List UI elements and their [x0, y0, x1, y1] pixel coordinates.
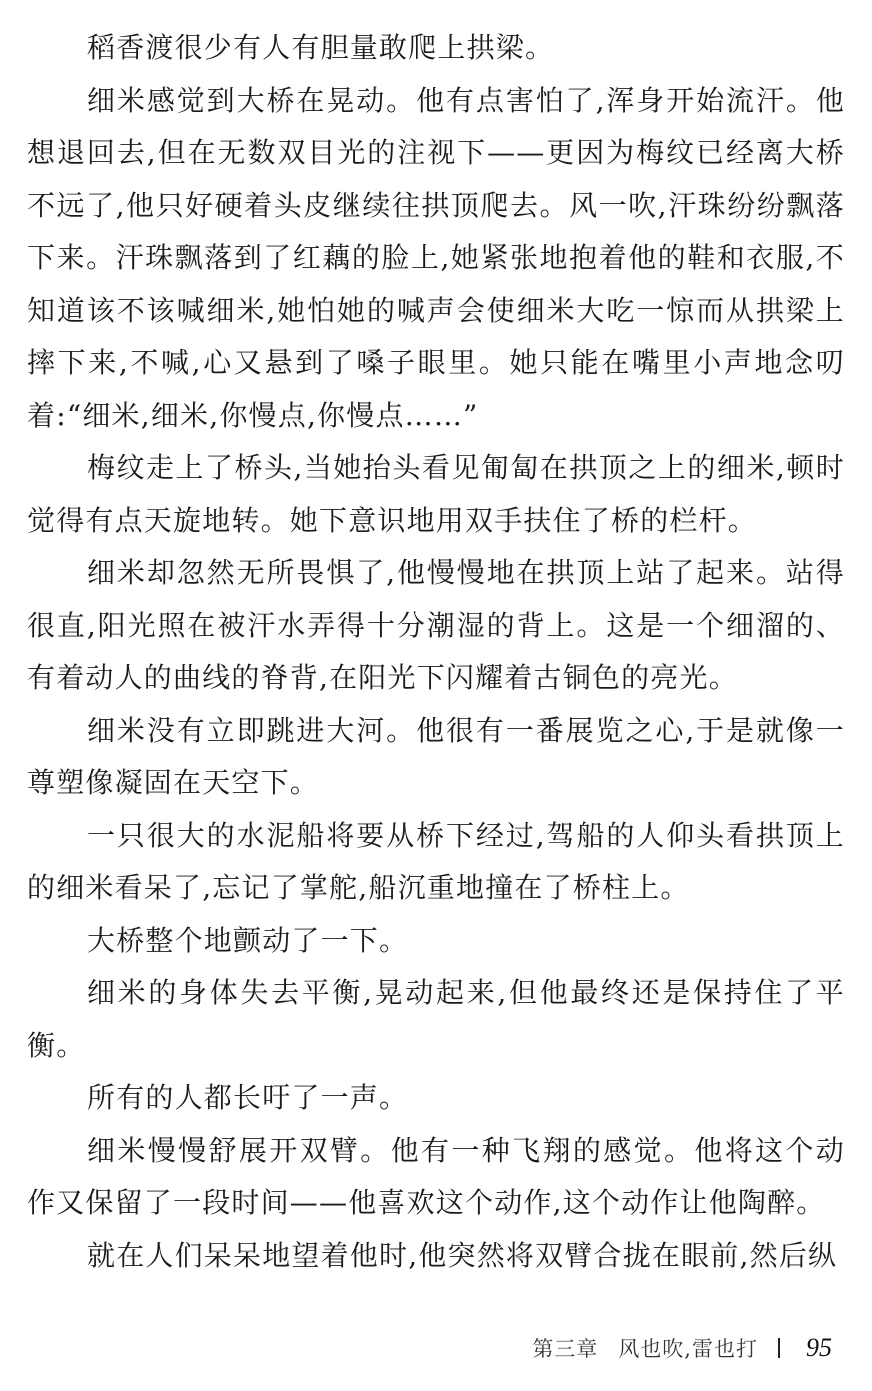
chapter-label: 第三章 — [532, 1337, 599, 1361]
paragraph: 一只很大的水泥船将要从桥下经过,驾船的人仰头看拱顶上的细米看呆了,忘记了掌舵,船沉重地撞在了桥柱上。 — [27, 818, 845, 904]
paragraph: 梅纹走上了桥头,当她抬头看见匍匐在拱顶之上的细米,顿时觉得有点天旋地转。她下意识地用双手扶住了桥的栏杆。 — [27, 451, 845, 537]
paragraph: 细米感觉到大桥在晃动。他有点害怕了,浑身开始流汗。他想退回去,但在无数双目光的注视下——更因为梅纹已经离大桥不远了,他只好硬着头皮继续往拱顶爬去。风一吹,汗珠纷纷飘落下来。汗珠飘落到了红藕的脸上,她紧张地抱着他的鞋和衣服,不知道该不该喊细米,她怕她的喊声会使细米大吃一惊而从拱梁上摔下来,不喊,心又悬到了嗓子眼里。她只能在嘴里小声地念叨着:“细米,细米,你慢点,你慢点……” — [27, 83, 845, 432]
paragraph: 细米慢慢舒展开双臂。他有一种飞翔的感觉。他将这个动作又保留了一段时间——他喜欢这个动作,这个动作让他陶醉。 — [27, 1133, 845, 1219]
page-number: 95 — [806, 1333, 832, 1362]
paragraph: 大桥整个地颤动了一下。 — [87, 923, 409, 957]
paragraph: 所有的人都长吁了一声。 — [87, 1081, 409, 1114]
paragraph: 细米却忽然无所畏惧了,他慢慢地在拱顶上站了起来。站得很直,阳光照在被汗水弄得十分潮湿的背上。这是一个细溜的、有着动人的曲线的脊背,在阳光下闪耀着古铜色的亮光。 — [27, 556, 845, 694]
paragraph: 稻香渡很少有人有胆量敢爬上拱梁。 — [87, 31, 555, 64]
footer-divider — [778, 1338, 780, 1358]
paragraph: 细米没有立即跳进大河。他很有一番展览之心,于是就像一尊塑像凝固在天空下。 — [27, 713, 845, 799]
chapter-title: 风也吹,雷也打 — [618, 1337, 758, 1361]
page-footer — [532, 1333, 832, 1363]
page-body — [27, 22, 845, 1282]
paragraph: 就在人们呆呆地望着他时,他突然将双臂合拢在眼前,然后纵 — [87, 1238, 838, 1272]
paragraph: 细米的身体失去平衡,晃动起来,但他最终还是保持住了平衡。 — [27, 976, 845, 1062]
